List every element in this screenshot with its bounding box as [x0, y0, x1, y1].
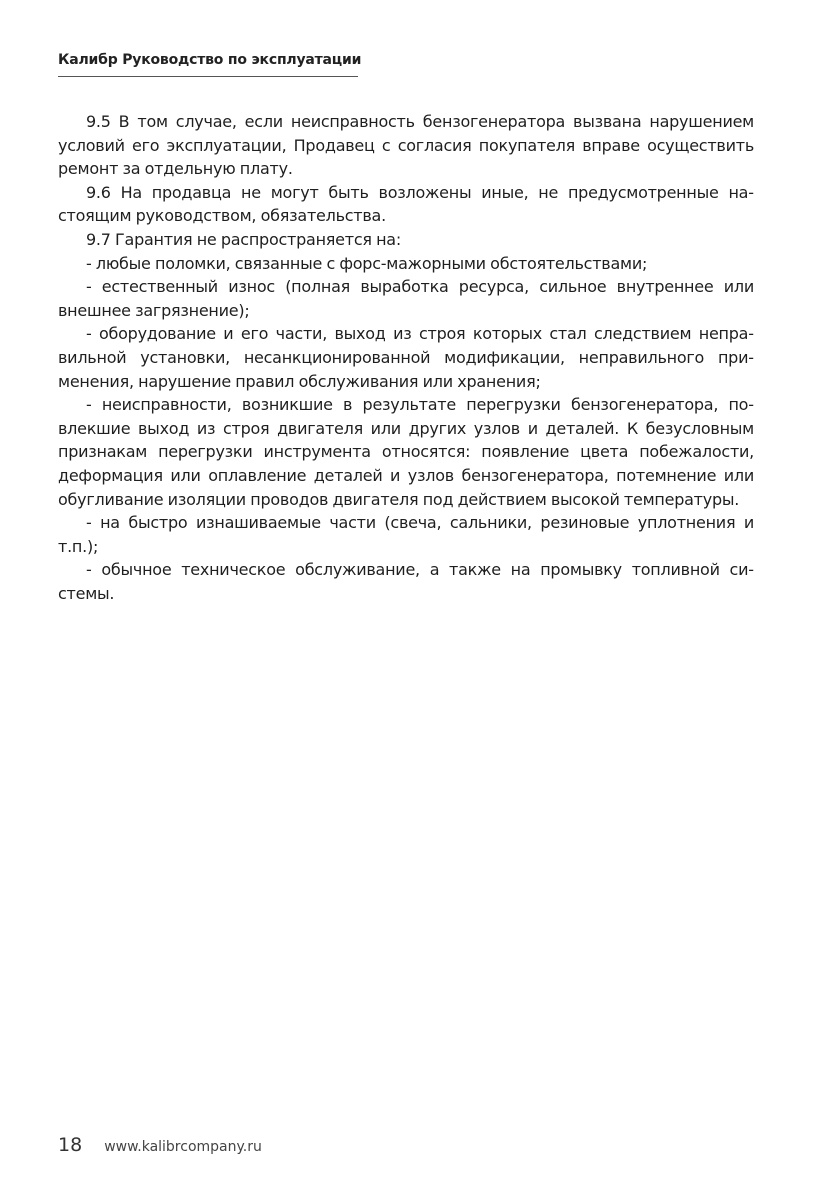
paragraph-9-7: 9.7 Гарантия не распространяется на:	[86, 229, 401, 249]
list-item-force-majeure: - любые поломки, связанные с форс-мажорными обстоятельствами;	[86, 253, 648, 273]
page-header	[58, 52, 362, 77]
list-item-natural-wear: - естественный износ (полная выработка ресурса, сильное внутреннее или внешнее загрязнение);	[58, 277, 754, 320]
list-item-wear-parts: - на быстро изнашиваемые части (свеча, сальники, резиновые уплотнения и т.п.);	[58, 513, 754, 556]
list-item-maintenance: - обычное техническое обслуживание, а также на промывку топливной системы.	[58, 560, 754, 603]
list-item-overload: - неисправности, возникшие в результате перегрузки бензогенератора, повлекшие выход из строя двигателя или других узлов и деталей. К безусловным признакам перегрузки инструмента относятся: появление цвета побежалости, деформация или оплавление деталей и узлов бензогенератора, потемнение или обугливание изоляции проводов двигателя под действием высокой температуры.	[58, 395, 754, 509]
header-divider	[58, 76, 358, 77]
paragraph-9-6: 9.6 На продавца не могут быть возложены иные, не предусмотренные настоящим руководством, обязательства.	[58, 182, 754, 226]
list-item-improper-installation: - оборудование и его части, выход из строя которых стал следствием неправильной установки, несанкционированной модификации, неправильного применения, нарушение правил обслуживания или хранения;	[58, 324, 754, 391]
document-title: Калибр Руководство по эксплуатации	[58, 52, 362, 68]
website-link[interactable]: www.kalibrcompany.ru	[104, 1139, 262, 1155]
page-number: 18	[58, 1134, 83, 1156]
warranty-text	[58, 110, 754, 605]
paragraph-9-5: 9.5 В том случае, если неисправность бензогенератора вызвана нарушением условий его эксплуатации, Продавец с согласия покупателя вправе осуществить ремонт за отдельную плату.	[58, 112, 754, 179]
page-footer	[58, 1134, 262, 1156]
